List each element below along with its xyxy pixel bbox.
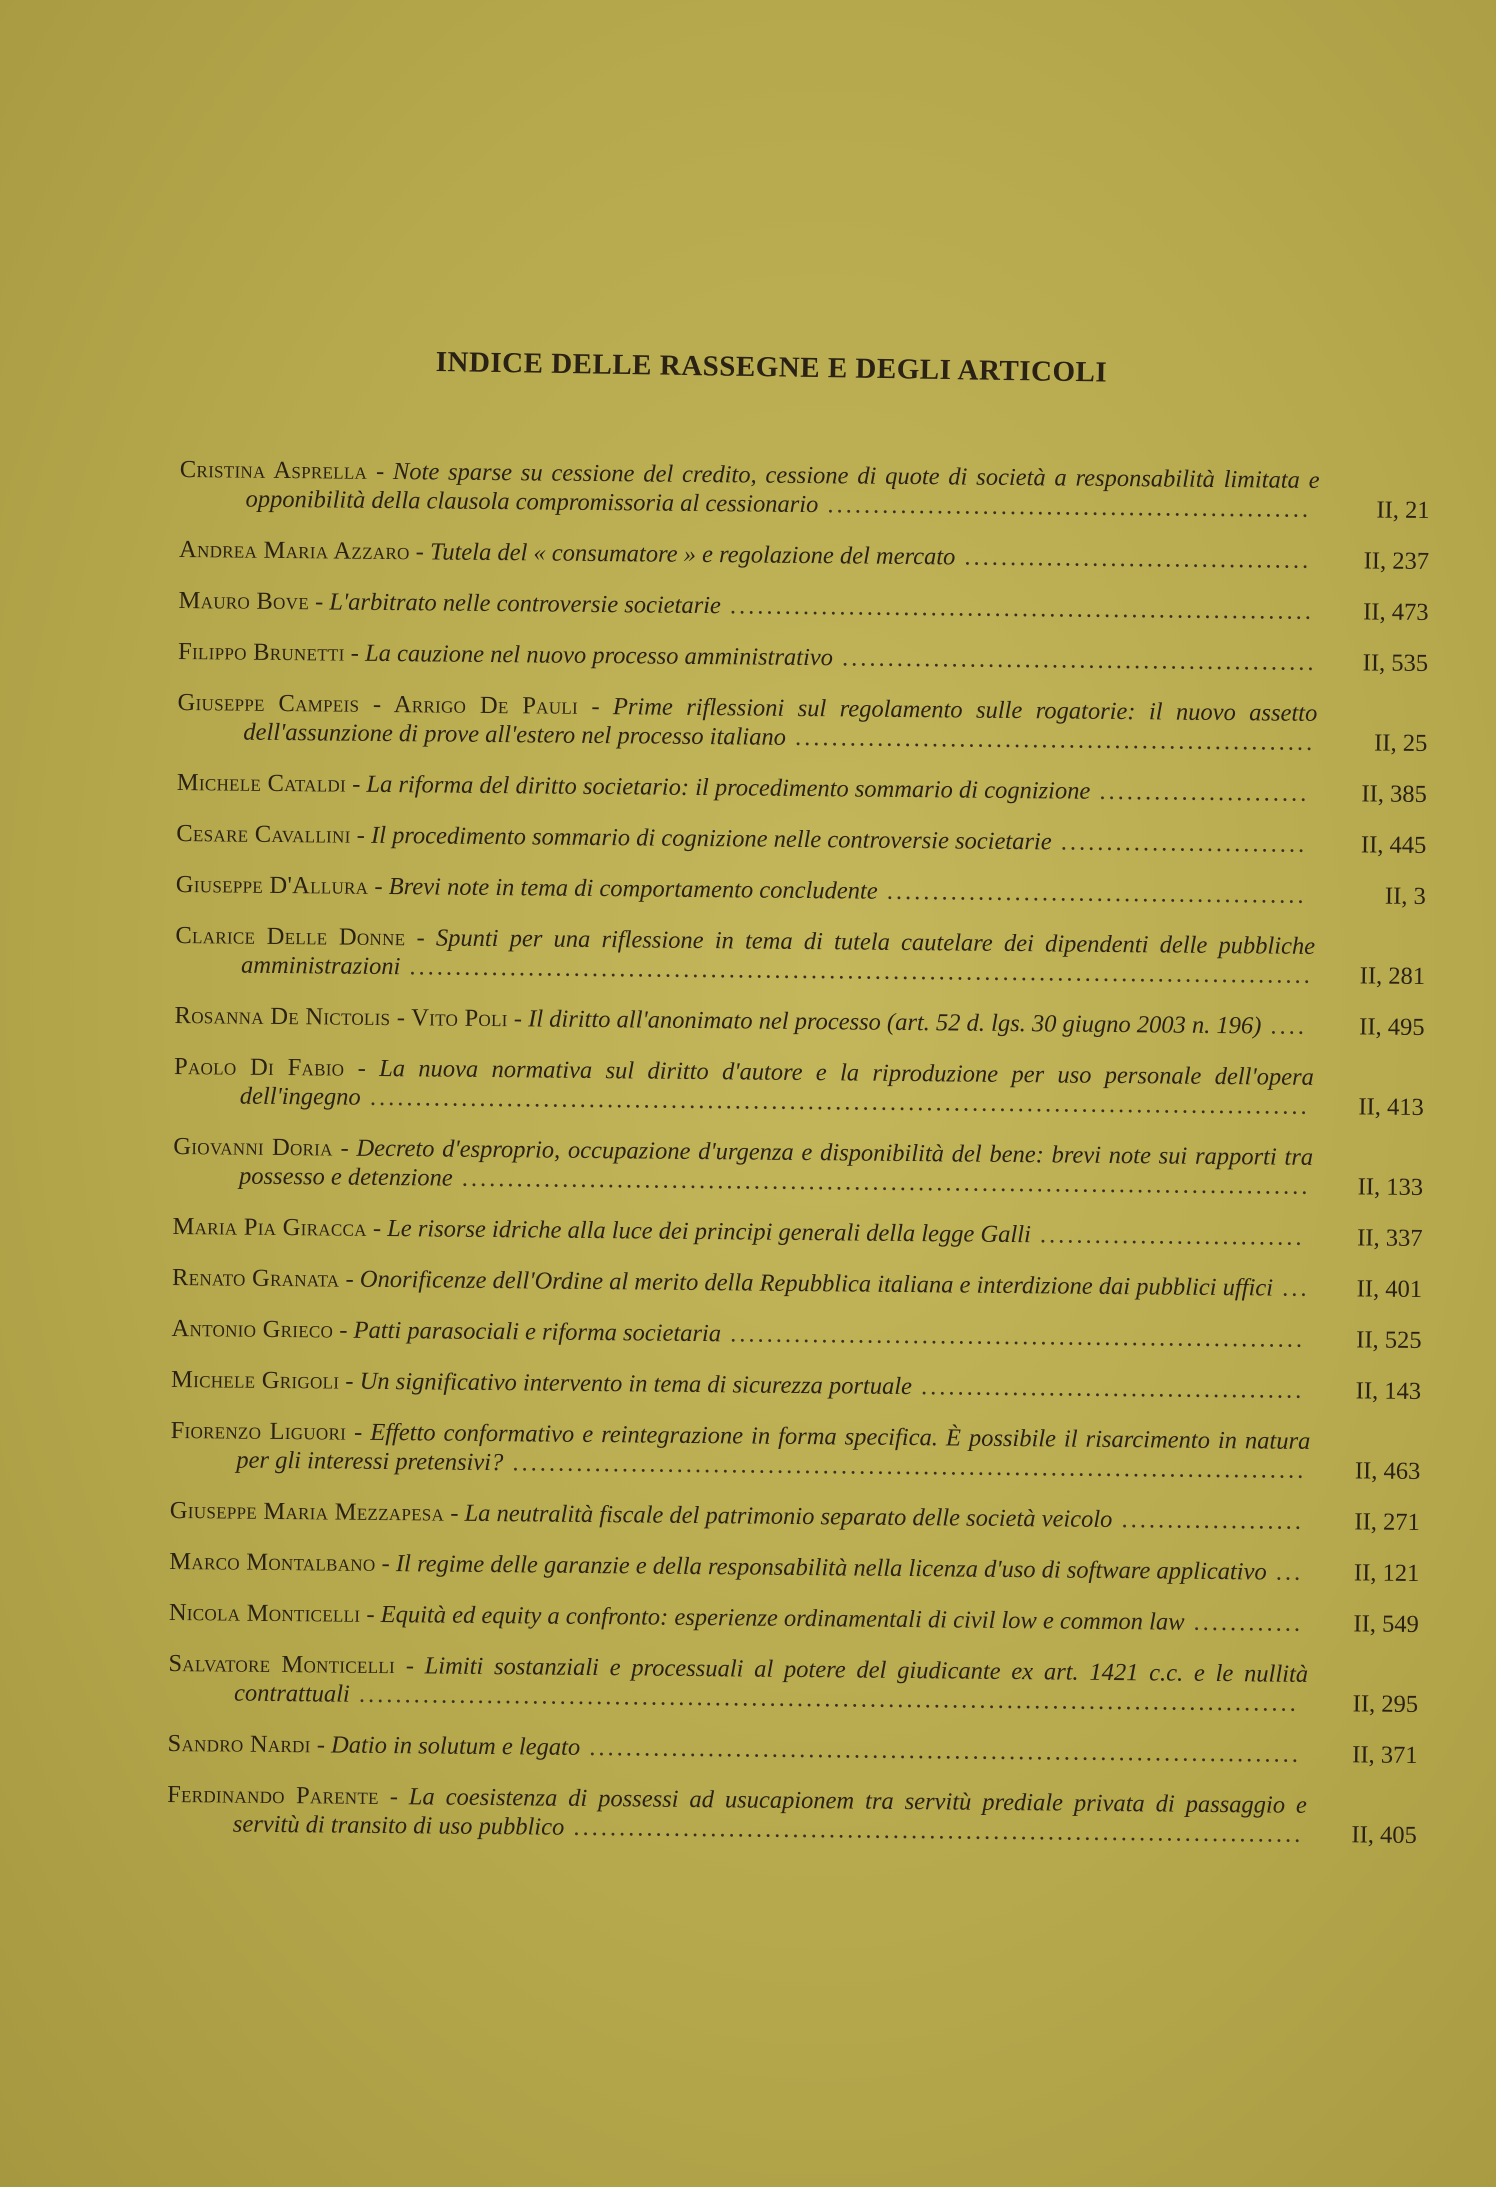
entry-title: Limiti sostanziali e processuali al potere del giudicante ex art. 1421 c.c. e le nullità contrattuali: [233, 1652, 1309, 1708]
toc-entry-text: Sandro Nardi - Datio in solutum e legato ..............................................................................: [167, 1729, 1302, 1768]
toc-entry: [177, 688, 1427, 758]
entry-page-ref: II, 21: [1376, 496, 1430, 524]
toc-entry-text: Renato Granata - Onorificenze dell'Ordine al merito della Repubblica italiana e interdizione dai pubblici uffici ...: [171, 1263, 1310, 1302]
dot-leader: .......................................................................................: [503, 1449, 1307, 1484]
table-of-contents: [167, 455, 1430, 1850]
dot-leader: .......................: [1090, 777, 1310, 807]
entry-title: Il diritto all'anonimato nel processo (art. 52 d. lgs. 30 giugno 2003 n. 196): [528, 1005, 1262, 1040]
toc-entry-text: Michele Cataldi - La riforma del diritto societario: il procedimento sommario di cognizione .......................: [176, 768, 1310, 807]
entry-title: La riforma del diritto societario: il procedimento sommario di cognizione: [366, 770, 1091, 805]
entry-page-ref: II, 385: [1361, 780, 1427, 808]
toc-entry: [172, 1263, 1422, 1304]
entry-author: Renato Granata: [171, 1263, 340, 1293]
dot-leader: ................................................................: [720, 592, 1315, 625]
entry-title: Effetto conformativo e reintegrazione in forma specifica. È possibile il risarcimento in natura per gli interessi pretensivi?: [236, 1418, 1311, 1477]
entry-author: Maria Pia Giracca: [172, 1212, 367, 1242]
entry-title: L'arbitrato nelle controversie societarie: [329, 588, 722, 620]
entry-author: Fiorenzo Liguori: [170, 1416, 347, 1446]
entry-title: Note sparse su cessione del credito, cessione di quote di società a responsabilità limitata e opponibilità della clausola compromissoria al cessionario: [245, 458, 1320, 519]
toc-entry-text: Ferdinando Parente - La coesistenza di possessi ad usucapionem tra servitù prediale privata di passaggio e servitù di transito di uso pubblico ................................................................................: [167, 1780, 1307, 1848]
entry-page-ref: II, 401: [1356, 1275, 1423, 1303]
entry-author: Rosanna De Nictolis - Vito Poli: [174, 1001, 508, 1033]
entry-page-ref: II, 143: [1355, 1377, 1422, 1405]
entry-author: Salvatore Monticelli: [168, 1649, 396, 1680]
toc-entry-text: Cristina Asprella - Note sparse su cessione del credito, cessione di quote di società a responsabilità limitata e opponibilità della clausola compromissoria al cessionario .....................................................: [179, 455, 1320, 523]
toc-entry-text: Marco Montalbano - Il regime delle garanzie e della responsabilità nella licenza d'uso di software applicativo ...: [169, 1547, 1304, 1586]
toc-entry: [179, 535, 1429, 576]
entry-title: Equità ed equity a confronto: esperienze ordinamentali di civil low e common law: [380, 1600, 1185, 1636]
entry-author: Giuseppe Maria Mezzapesa: [169, 1496, 445, 1527]
toc-entry: [167, 1729, 1417, 1770]
entry-title: Brevi note in tema di comportamento concludente: [388, 873, 878, 905]
entry-author: Giovanni Doria: [173, 1132, 333, 1162]
entry-author: Paolo Di Fabio: [174, 1052, 345, 1082]
dot-leader: ...: [1266, 1558, 1304, 1586]
toc-entry: [173, 1132, 1423, 1202]
entry-page-ref: II, 295: [1352, 1690, 1419, 1718]
toc-entry-text: Andrea Maria Azzaro - Tutela del « consumatore » e regolazione del mercato ......................................: [178, 535, 1312, 574]
entry-title: Spunti per una riflessione in tema di tutela cautelare dei dipendenti delle pubbliche amministrazioni: [240, 924, 1316, 981]
entry-author: Giuseppe Campeis - Arrigo De Pauli: [177, 688, 579, 720]
dot-leader: ..............................................: [877, 877, 1307, 909]
toc-entry: [175, 921, 1425, 991]
entry-page-ref: II, 463: [1354, 1457, 1421, 1485]
entry-page-ref: II, 3: [1384, 882, 1426, 910]
entry-page-ref: II, 413: [1358, 1093, 1424, 1121]
toc-entry: [170, 1496, 1420, 1537]
toc-entry: [177, 768, 1427, 809]
toc-entry-text: Paolo Di Fabio - La nuova normativa sul diritto d'autore e la riproduzione per uso personale dell'opera dell'ingegno .......................................................................................................: [174, 1052, 1314, 1120]
toc-entry: [168, 1649, 1418, 1719]
toc-entry: [176, 870, 1426, 911]
toc-entry: [169, 1547, 1419, 1588]
entry-title: Un significativo intervento in tema di sicurezza portuale: [359, 1367, 913, 1401]
toc-entry: [179, 455, 1429, 525]
dot-leader: ....................: [1112, 1505, 1305, 1535]
dot-leader: ......................................: [955, 543, 1312, 574]
toc-entry: [172, 1212, 1422, 1253]
entry-title: La nuova normativa sul diritto d'autore e la riproduzione per uso personale dell'opera dell'ingegno: [239, 1054, 1314, 1111]
entry-author: Sandro Nardi: [167, 1729, 311, 1759]
toc-entry-text: Giovanni Doria - Decreto d'esproprio, occupazione d'urgenza e disponibilità del bene: brevi note sui rapporti tra possesso e detenzione .............................................................................................: [173, 1132, 1314, 1200]
toc-entry: [174, 1001, 1424, 1042]
entry-title: Decreto d'esproprio, occupazione d'urgenza e disponibilità del bene: brevi note sui rapporti tra possesso e detenzione: [238, 1134, 1314, 1192]
entry-title: La neutralità fiscale del patrimonio separato delle società veicolo: [464, 1499, 1113, 1533]
dot-leader: .......................................................................................................: [360, 1083, 1310, 1120]
toc-entry: [171, 1365, 1421, 1406]
dot-leader: ....................................................: [832, 644, 1317, 676]
toc-entry-text: Mauro Bove - L'arbitrato nelle controversie societarie ................................................................: [178, 586, 1315, 625]
toc-entry-text: Filippo Brunetti - La cauzione nel nuovo processo amministrativo ....................................................: [177, 637, 1317, 676]
entry-author: Antonio Grieco: [171, 1314, 334, 1344]
entry-page-ref: II, 495: [1359, 1013, 1425, 1041]
dot-leader: ................................................................................: [564, 1813, 1304, 1848]
entry-page-ref: II, 525: [1356, 1326, 1422, 1354]
page-title: INDICE DELLE RASSEGNE E DEGLI ARTICOLI: [435, 346, 1108, 389]
toc-entry-text: Giuseppe Maria Mezzapesa - La neutralità fiscale del patrimonio separato delle società veicolo ....................: [169, 1496, 1305, 1535]
toc-entry: [170, 1416, 1420, 1486]
toc-entry: [171, 1314, 1421, 1355]
toc-entry: [169, 1598, 1419, 1639]
toc-entry: [178, 586, 1428, 627]
dot-leader: .........................................................: [785, 723, 1316, 756]
toc-entry: [167, 1780, 1417, 1850]
toc-entry-text: Michele Grigoli - Un significativo intervento in tema di sicurezza portuale ..........................................: [170, 1365, 1305, 1404]
dot-leader: .....................................................: [818, 491, 1312, 523]
entry-title: Il regime delle garanzie e della responsabilità nella licenza d'uso di software applicativo: [395, 1550, 1267, 1586]
entry-page-ref: II, 237: [1363, 547, 1430, 575]
toc-entry-text: Cesare Cavallini - Il procedimento sommario di cognizione nelle controversie societarie ...........................: [176, 819, 1308, 858]
toc-entry-text: Fiorenzo Liguori - Effetto conformativo e reintegrazione in forma specifica. È possibile il risarcimento in natura per gli interessi pretensivi? .......................................................................................: [170, 1416, 1311, 1484]
entry-title: Datio in solutum e legato: [330, 1731, 581, 1761]
toc-entry-text: Giuseppe D'Allura - Brevi note in tema di comportamento concludente ..............................................: [175, 870, 1307, 909]
entry-page-ref: II, 371: [1352, 1741, 1418, 1769]
toc-entry-text: Rosanna De Nictolis - Vito Poli - Il diritto all'anonimato nel processo (art. 52 d. lgs. 30 giugno 2003 n. 196) ....: [174, 1001, 1308, 1040]
entry-title: La cauzione nel nuovo processo amministrativo: [364, 639, 834, 672]
toc-entry-text: Giuseppe Campeis - Arrigo De Pauli - Prime riflessioni sul regolamento sulle rogatorie: il nuovo assetto dell'assunzione di prove all'estero nel processo italiano .........................................................: [177, 688, 1318, 756]
entry-page-ref: II, 445: [1360, 831, 1427, 859]
dot-leader: ...................................................................................................: [400, 953, 1313, 989]
entry-author: Nicola Monticelli: [168, 1598, 361, 1628]
entry-author: Cristina Asprella: [179, 455, 368, 485]
entry-title: Onorificenze dell'Ordine al merito della Repubblica italiana e interdizione dai pubblici uffici: [359, 1265, 1274, 1302]
entry-page-ref: II, 121: [1353, 1559, 1420, 1587]
toc-entry: [174, 1052, 1424, 1122]
entry-page-ref: II, 337: [1357, 1224, 1423, 1252]
entry-author: Clarice Delle Donne: [175, 921, 406, 952]
toc-entry-text: Clarice Delle Donne - Spunti per una riflessione in tema di tutela cautelare dei dipendenti delle pubbliche amministrazioni ...................................................................................................: [175, 921, 1316, 989]
dot-leader: ....: [1261, 1012, 1308, 1040]
dot-leader: .............................: [1030, 1221, 1305, 1251]
dot-leader: ...........................: [1051, 828, 1308, 858]
entry-page-ref: II, 281: [1359, 962, 1426, 990]
toc-entry: [176, 819, 1426, 860]
toc-entry-text: Nicola Monticelli - Equità ed equity a confronto: esperienze ordinamentali di civil low e common law ............: [168, 1598, 1304, 1637]
entry-author: Andrea Maria Azzaro: [178, 535, 410, 566]
dot-leader: ..........................................: [911, 1373, 1305, 1404]
entry-page-ref: II, 549: [1353, 1610, 1419, 1638]
entry-author: Filippo Brunetti: [177, 637, 345, 667]
dot-leader: ...............................................................: [720, 1320, 1306, 1353]
entry-page-ref: II, 25: [1374, 729, 1428, 757]
toc-entry-text: Antonio Grieco - Patti parasociali e riforma societaria ...............................................................: [171, 1314, 1306, 1353]
entry-author: Mauro Bove: [178, 586, 310, 616]
dot-leader: ...: [1272, 1274, 1310, 1302]
dot-leader: ............: [1184, 1608, 1304, 1637]
entry-author: Ferdinando Parente: [167, 1780, 379, 1810]
entry-author: Michele Grigoli: [170, 1365, 340, 1395]
toc-entry-text: Maria Pia Giracca - Le risorse idriche alla luce dei principi generali della legge Galli .............................: [172, 1212, 1305, 1251]
entry-page-ref: II, 133: [1357, 1173, 1424, 1201]
entry-page-ref: II, 535: [1362, 649, 1429, 677]
entry-author: Marco Montalbano: [169, 1547, 376, 1577]
dot-leader: .............................................................................................: [452, 1164, 1311, 1200]
entry-page-ref: II, 405: [1351, 1821, 1417, 1849]
entry-title: Prime riflessioni sul regolamento sulle rogatorie: il nuovo assetto dell'assunzione di prove all'estero nel processo italiano: [243, 693, 1318, 751]
entry-title: Patti parasociali e riforma societaria: [353, 1316, 722, 1348]
entry-title: Le risorse idriche alla luce dei principi generali della legge Galli: [387, 1215, 1031, 1249]
toc-entry-text: Salvatore Monticelli - Limiti sostanziali e processuali al potere del giudicante ex art. 1421 c.c. e le nullità contrattuali .......................................................................................................: [168, 1649, 1309, 1717]
entry-title: La coesistenza di possessi ad usucapionem tra servitù prediale privata di passaggio e servitù di transito di uso pubblico: [232, 1783, 1307, 1841]
dot-leader: ..............................................................................: [580, 1733, 1302, 1768]
dot-leader: .......................................................................................................: [349, 1680, 1299, 1717]
entry-page-ref: II, 271: [1354, 1508, 1420, 1536]
entry-author: Cesare Cavallini: [176, 819, 351, 849]
entry-title: Il procedimento sommario di cognizione nelle controversie societarie: [370, 821, 1052, 856]
entry-author: Michele Cataldi: [176, 768, 347, 798]
entry-title: Tutela del « consumatore » e regolazione del mercato: [429, 538, 956, 571]
entry-page-ref: II, 473: [1363, 598, 1429, 626]
toc-entry: [178, 637, 1428, 678]
entry-author: Giuseppe D'Allura: [175, 870, 369, 900]
